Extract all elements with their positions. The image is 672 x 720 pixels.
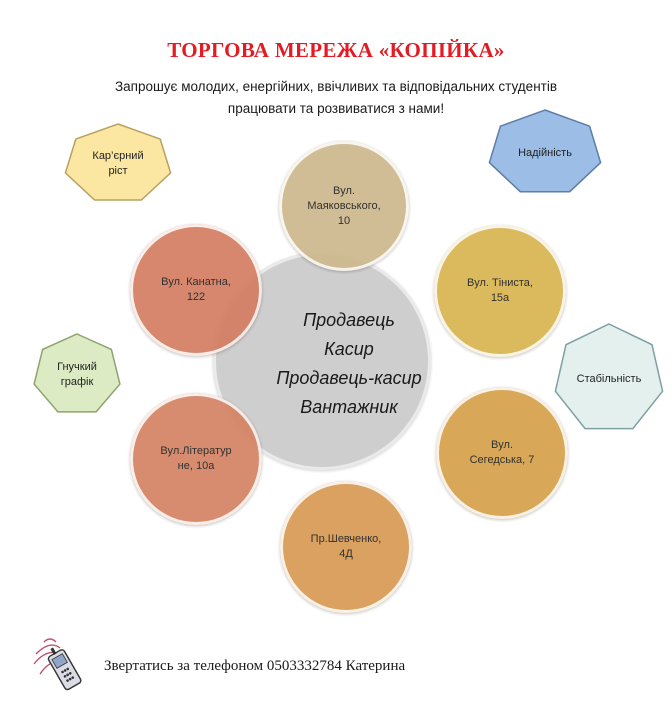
role-item: Продавець [303, 310, 395, 330]
benefit-career-growth [62, 122, 174, 206]
benefit-reliability [486, 108, 604, 198]
location-label: Вул. Тіниста, 15а [467, 277, 533, 304]
role-item: Вантажник [300, 397, 398, 417]
location-label: Вул. Маяковського, 10 [307, 184, 381, 227]
benefit-stability [552, 322, 666, 436]
mobile-phone-icon [30, 634, 94, 699]
benefit-flexible-schedule [31, 332, 123, 418]
benefit-label: Надійність [518, 146, 572, 159]
benefit-label: Кар’єрний ріст [92, 150, 144, 177]
location-label: Вул. Канатна, 122 [161, 276, 231, 303]
intro-line-1: Запрошує молодих, енергійних, ввічливих та відповідальних студентів [114, 79, 557, 94]
location-label: Вул.Літератур не, 10а [160, 445, 232, 472]
page-title: ТОРГОВА МЕРЕЖА «КОПІЙКА» [167, 38, 505, 62]
contact-info: Звертатись за телефоном 0503332784 Катерина [104, 658, 406, 674]
benefit-label: Стабільність [576, 372, 642, 385]
intro-line-2: працювати та розвиватися з нами! [227, 101, 445, 116]
location-label: Вул. Сегедська, 7 [469, 439, 535, 466]
location-circle-mayakovskogo [279, 141, 409, 271]
role-item: Продавець-касир [276, 368, 422, 388]
role-item: Касир [324, 339, 374, 359]
roles-list [213, 306, 485, 422]
location-circle-shevchenko [280, 481, 412, 613]
location-label: Пр.Шевченко, 4Д [310, 533, 382, 560]
benefit-label: Гнучкий графік [57, 361, 97, 388]
